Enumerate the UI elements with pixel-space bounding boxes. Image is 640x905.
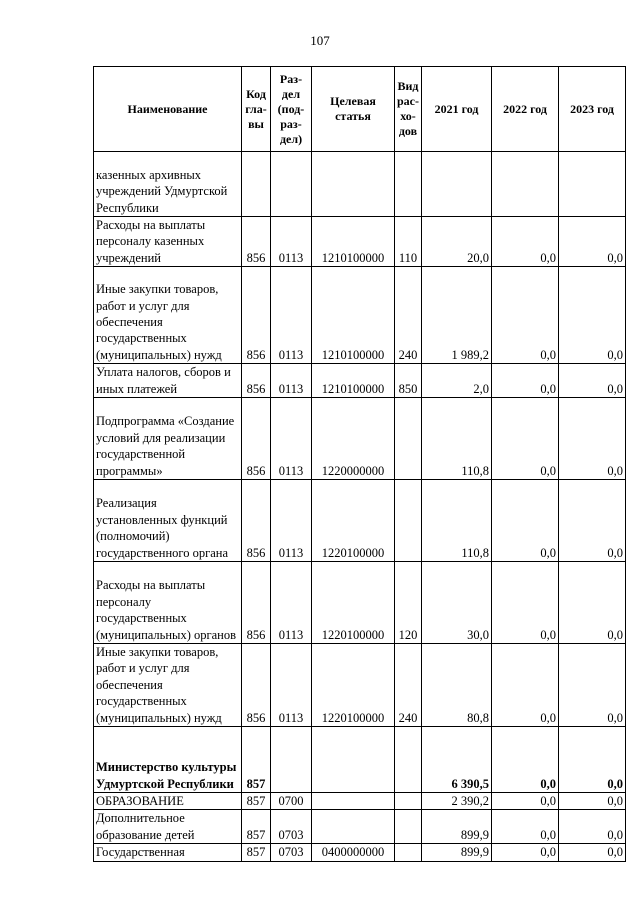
cell-code: 856	[242, 480, 271, 562]
cell-2022: 0,0	[492, 810, 559, 844]
cell-section: 0113	[271, 217, 312, 267]
cell-2021: 80,8	[422, 644, 492, 727]
cell-2023: 0,0	[559, 844, 626, 861]
header-row	[94, 67, 626, 152]
cell-2021: 899,9	[422, 810, 492, 844]
table-row	[94, 152, 626, 217]
cell-section	[271, 152, 312, 217]
cell-2022: 0,0	[492, 480, 559, 562]
cell-2022: 0,0	[492, 844, 559, 861]
cell-section: 0113	[271, 267, 312, 364]
table-row	[94, 644, 626, 727]
cell-2022: 0,0	[492, 217, 559, 267]
cell-2023	[559, 152, 626, 217]
cell-section: 0113	[271, 480, 312, 562]
cell-section: 0703	[271, 844, 312, 861]
header-code: Код гла-вы	[242, 67, 271, 152]
cell-name: Расходы на выплаты персоналу государственных (муниципальных) органов	[94, 562, 242, 644]
cell-code: 856	[242, 267, 271, 364]
cell-2023: 0,0	[559, 217, 626, 267]
cell-code: 856	[242, 364, 271, 398]
cell-2022: 0,0	[492, 644, 559, 727]
header-kind: Вид рас-хо-дов	[395, 67, 422, 152]
header-2022: 2022 год	[492, 67, 559, 152]
cell-2023: 0,0	[559, 398, 626, 480]
cell-2021: 2,0	[422, 364, 492, 398]
cell-article: 1210100000	[312, 217, 395, 267]
cell-2022	[492, 152, 559, 217]
header-article: Целевая статья	[312, 67, 395, 152]
cell-kind: 240	[395, 267, 422, 364]
cell-name: Дополнительное образование детей	[94, 810, 242, 844]
cell-kind: 240	[395, 644, 422, 727]
cell-name: Министерство культуры Удмуртской Республики	[94, 727, 242, 793]
table-row	[94, 398, 626, 480]
cell-kind	[395, 844, 422, 861]
cell-section: 0113	[271, 562, 312, 644]
header-name: Наименование	[94, 67, 242, 152]
cell-2023: 0,0	[559, 644, 626, 727]
table-row	[94, 364, 626, 398]
cell-article: 1220100000	[312, 644, 395, 727]
cell-2022: 0,0	[492, 562, 559, 644]
cell-section: 0700	[271, 793, 312, 810]
cell-name: Государственная	[94, 844, 242, 861]
cell-code: 856	[242, 562, 271, 644]
cell-kind	[395, 480, 422, 562]
cell-2021: 110,8	[422, 398, 492, 480]
cell-2021: 110,8	[422, 480, 492, 562]
cell-code	[242, 152, 271, 217]
cell-name: ОБРАЗОВАНИЕ	[94, 793, 242, 810]
cell-kind	[395, 793, 422, 810]
cell-article: 0400000000	[312, 844, 395, 861]
cell-2022: 0,0	[492, 793, 559, 810]
table-row	[94, 727, 626, 793]
budget-table	[93, 66, 626, 862]
header-2023: 2023 год	[559, 67, 626, 152]
table-row	[94, 810, 626, 844]
cell-kind: 120	[395, 562, 422, 644]
cell-code: 857	[242, 793, 271, 810]
cell-2021: 899,9	[422, 844, 492, 861]
cell-kind	[395, 810, 422, 844]
cell-2021: 2 390,2	[422, 793, 492, 810]
cell-section: 0113	[271, 398, 312, 480]
cell-kind	[395, 152, 422, 217]
cell-article: 1220000000	[312, 398, 395, 480]
cell-code: 856	[242, 217, 271, 267]
table-row	[94, 793, 626, 810]
cell-2023: 0,0	[559, 727, 626, 793]
cell-code: 857	[242, 810, 271, 844]
cell-article	[312, 152, 395, 217]
cell-2021: 6 390,5	[422, 727, 492, 793]
cell-kind	[395, 727, 422, 793]
cell-2023: 0,0	[559, 480, 626, 562]
cell-kind	[395, 398, 422, 480]
cell-article	[312, 793, 395, 810]
cell-2022: 0,0	[492, 267, 559, 364]
cell-section: 0113	[271, 364, 312, 398]
cell-2023: 0,0	[559, 364, 626, 398]
cell-name: Уплата налогов, сборов и иных платежей	[94, 364, 242, 398]
cell-section: 0703	[271, 810, 312, 844]
cell-2021	[422, 152, 492, 217]
cell-2021: 30,0	[422, 562, 492, 644]
cell-article	[312, 727, 395, 793]
cell-code: 856	[242, 398, 271, 480]
cell-code: 857	[242, 844, 271, 861]
cell-2021: 1 989,2	[422, 267, 492, 364]
cell-article: 1220100000	[312, 562, 395, 644]
cell-2022: 0,0	[492, 727, 559, 793]
cell-kind: 110	[395, 217, 422, 267]
table-row	[94, 267, 626, 364]
cell-2022: 0,0	[492, 364, 559, 398]
table-row	[94, 562, 626, 644]
cell-article: 1210100000	[312, 364, 395, 398]
cell-name: Реализация установленных функций (полномочий) государственного органа	[94, 480, 242, 562]
cell-article	[312, 810, 395, 844]
header-section: Раз-дел (под-раз-дел)	[271, 67, 312, 152]
cell-kind: 850	[395, 364, 422, 398]
cell-name: Иные закупки товаров, работ и услуг для обеспечения государственных (муниципальных) нужд	[94, 644, 242, 727]
cell-article: 1210100000	[312, 267, 395, 364]
cell-name: Расходы на выплаты персоналу казенных учреждений	[94, 217, 242, 267]
cell-2023: 0,0	[559, 267, 626, 364]
cell-section: 0113	[271, 644, 312, 727]
cell-code: 857	[242, 727, 271, 793]
cell-2023: 0,0	[559, 810, 626, 844]
cell-section	[271, 727, 312, 793]
table-row	[94, 217, 626, 267]
cell-name: Подпрограмма «Создание условий для реализации государственной программы»	[94, 398, 242, 480]
table-row	[94, 480, 626, 562]
table-row	[94, 844, 626, 861]
cell-2023: 0,0	[559, 793, 626, 810]
cell-code: 856	[242, 644, 271, 727]
cell-2023: 0,0	[559, 562, 626, 644]
cell-article: 1220100000	[312, 480, 395, 562]
header-2021: 2021 год	[422, 67, 492, 152]
cell-2022: 0,0	[492, 398, 559, 480]
cell-2021: 20,0	[422, 217, 492, 267]
cell-name: казенных архивных учреждений Удмуртской Республики	[94, 152, 242, 217]
cell-name: Иные закупки товаров, работ и услуг для обеспечения государственных (муниципальных) нужд	[94, 267, 242, 364]
page-number: 107	[310, 33, 330, 48]
